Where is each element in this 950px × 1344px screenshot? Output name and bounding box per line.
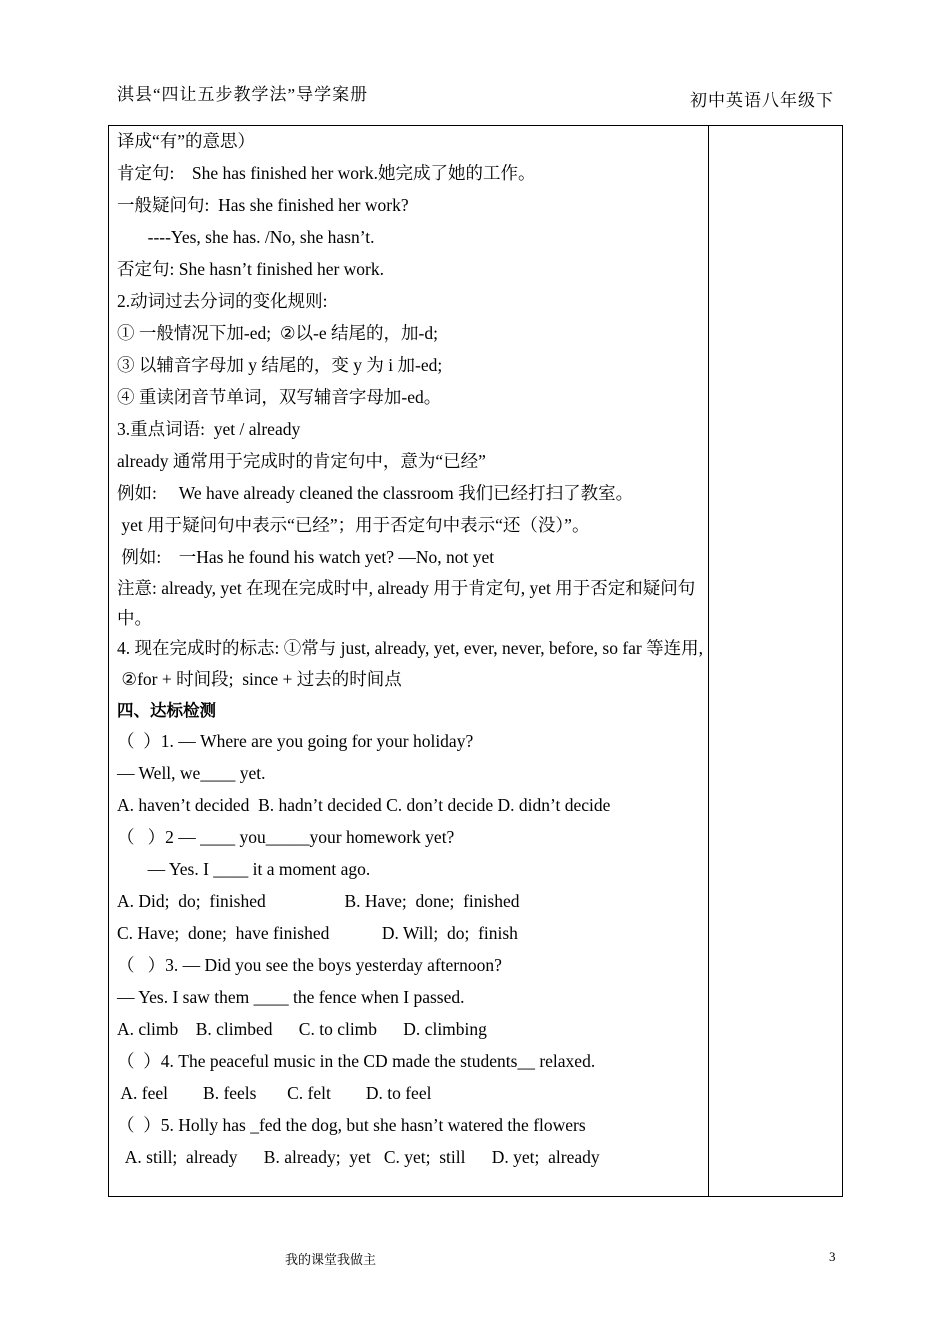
content-table [108, 125, 843, 1197]
text-line: ① 一般情况下加-ed; ②以-e 结尾的，加-d; [117, 323, 438, 343]
text-line: ②for + 时间段; since + 过去的时间点 [117, 669, 402, 689]
column-divider [708, 126, 709, 1196]
text-line: 一般疑问句: Has she finished her work? [117, 195, 409, 215]
text-line: ----Yes, she has. /No, she hasn’t. [117, 227, 375, 247]
text-line: 肯定句: She has finished her work.她完成了她的工作。 [117, 163, 536, 183]
question-line: （ ）1. — Where are you going for your holiday? [117, 731, 474, 751]
page-number: 3 [829, 1249, 836, 1264]
section-title: 四、达标检测 [117, 701, 216, 720]
main-column [117, 125, 703, 1173]
text-line: ③ 以辅音字母加 y 结尾的，变 y 为 i 加-ed; [117, 355, 443, 375]
question-line: — Well, we____ yet. [117, 763, 266, 783]
question-line: — Yes. I saw them ____ the fence when I passed. [117, 987, 465, 1007]
text-line: already 通常用于完成时的肯定句中，意为“已经” [117, 451, 486, 471]
question-line: A. feel B. feels C. felt D. to feel [117, 1083, 432, 1103]
question-line: A. Did; do; finished B. Have; done; finished [117, 891, 520, 911]
note-paragraph: 注意: already, yet 在现在完成时中, already 用于肯定句, yet 用于否定和疑问句中。 [117, 578, 696, 628]
question-line: （ ）2 — ____ you_____your homework yet? [117, 827, 455, 847]
question-line: — Yes. I ____ it a moment ago. [117, 859, 371, 879]
signs-paragraph: 4. 现在完成时的标志: ①常与 just, already, yet, ever, never, before, so far 等连用, [117, 638, 704, 658]
question-line: A. climb B. climbed C. to climb D. climbing [117, 1019, 487, 1039]
text-line: 2.动词过去分词的变化规则: [117, 291, 328, 311]
header-title: 淇县“四让五步教学法”导学案册 [117, 85, 369, 104]
text-line: 否定句: She hasn’t finished her work. [117, 259, 385, 279]
text-line: 译成“有”的意思） [117, 131, 256, 151]
text-line: 例如: 一Has he found his watch yet? —No, not yet [117, 547, 495, 567]
footer-slogan: 我的课堂我做主 [285, 1252, 377, 1267]
question-line: A. haven’t decided B. hadn’t decided C. don’t decide D. didn’t decide [117, 795, 611, 815]
text-line: 例如: We have already cleaned the classroom 我们已经打扫了教室。 [117, 483, 634, 503]
header-subject: 初中英语八年级下 [690, 91, 834, 110]
text-line: yet 用于疑问句中表示“已经”；用于否定句中表示“还（没）”。 [117, 515, 590, 535]
text-line: 3.重点词语: yet / already [117, 419, 301, 439]
question-line: A. still; already B. already; yet C. yet; still D. yet; already [117, 1147, 600, 1167]
text-line: ④ 重读闭音节单词，双写辅音字母加-ed。 [117, 387, 442, 407]
question-line: （ ）4. The peaceful music in the CD made the students__ relaxed. [117, 1051, 596, 1071]
question-line: C. Have; done; have finished D. Will; do; finish [117, 923, 518, 943]
question-line: （ ）5. Holly has _fed the dog, but she hasn’t watered the flowers [117, 1115, 586, 1135]
question-line: （ ）3. — Did you see the boys yesterday afternoon? [117, 955, 502, 975]
